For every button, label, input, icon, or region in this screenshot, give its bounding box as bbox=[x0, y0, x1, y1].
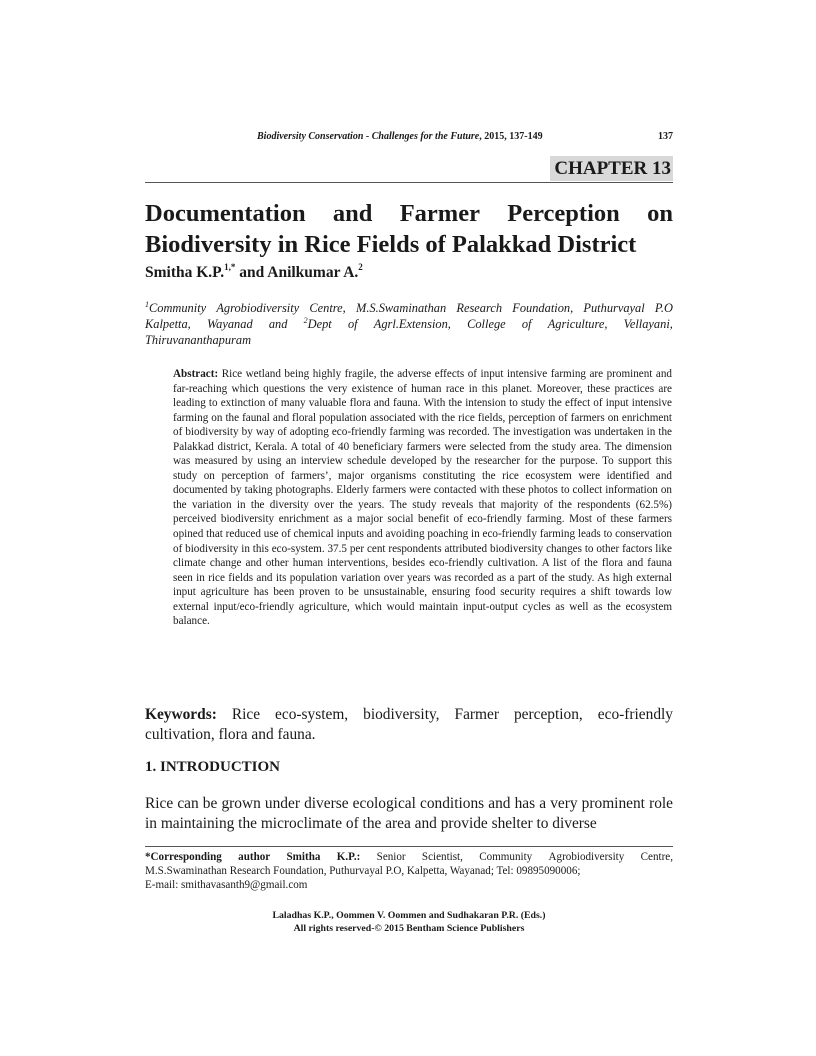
title-line-2: Biodiversity in Rice Fields of Palakkad District bbox=[145, 231, 637, 258]
title-word: on bbox=[647, 200, 673, 227]
section-heading-introduction: 1. INTRODUCTION bbox=[145, 759, 281, 775]
page-number: 137 bbox=[658, 131, 673, 142]
footnote-word: Community bbox=[479, 851, 533, 863]
journal-title: Biodiversity Conservation - Challenges for the Future bbox=[257, 131, 480, 142]
affiliation-word: Agriculture, bbox=[547, 317, 608, 331]
journal-citation bbox=[257, 131, 543, 142]
chapter-label: CHAPTER 13 bbox=[550, 156, 673, 181]
title-word: Farmer bbox=[399, 200, 480, 227]
affiliation-word: Foundation, bbox=[512, 301, 574, 315]
footnote-word: Senior bbox=[376, 851, 406, 863]
keywords-label: Keywords: bbox=[145, 706, 217, 723]
author-list bbox=[145, 264, 363, 282]
author-name: Smitha K.P. bbox=[145, 264, 225, 281]
title-word: Perception bbox=[507, 200, 620, 227]
affiliation-line-1 bbox=[145, 300, 673, 316]
footnote-line-1 bbox=[145, 850, 673, 864]
abstract bbox=[173, 367, 672, 629]
affiliation-word: Research bbox=[456, 301, 503, 315]
title-word: Documentation bbox=[145, 200, 306, 227]
paper-title bbox=[145, 198, 673, 260]
affiliation-line-2 bbox=[145, 316, 673, 332]
affiliations bbox=[145, 300, 673, 348]
page-footer bbox=[145, 909, 673, 935]
author-name: Anilkumar A. bbox=[267, 264, 359, 281]
affiliation-word: Kalpetta, bbox=[145, 317, 191, 331]
affiliation-word: Agrobiodiversity bbox=[216, 301, 300, 315]
keywords bbox=[145, 705, 673, 745]
affiliation-word: Agrl.Extension, bbox=[373, 317, 451, 331]
abstract-label: Abstract: bbox=[173, 368, 219, 380]
affiliation-marker: 2 bbox=[303, 316, 308, 325]
affiliation-word: College bbox=[467, 317, 506, 331]
footnote-word: Agrobiodiversity bbox=[548, 851, 625, 863]
footnote-line-2: M.S.Swaminathan Research Foundation, Puthurvayal P.O, Kalpetta, Wayanad; Tel: 09895090006; bbox=[145, 865, 581, 877]
affiliation-word: Centre, bbox=[309, 301, 346, 315]
author-affiliation-marker: 1,* bbox=[224, 262, 236, 272]
corresponding-author-footnote bbox=[145, 850, 673, 892]
footnote-word: Smitha bbox=[286, 851, 321, 863]
affiliation-line-3: Thiruvananthapuram bbox=[145, 333, 252, 347]
footnote-word: K.P.: bbox=[336, 851, 361, 863]
affiliation-word: of bbox=[347, 317, 358, 331]
affiliation-word: P.O bbox=[654, 301, 673, 315]
title-line-1 bbox=[145, 198, 673, 229]
affiliation-word: $^1$Community bbox=[145, 300, 207, 315]
footnote-word: *Corresponding bbox=[145, 851, 222, 863]
affiliation-word: $^2$Dept bbox=[303, 316, 332, 331]
abstract-text: Rice wetland being highly fragile, the adverse effects of input intensive farming are prominent and far-reaching which questions the very existence of human race in this planet. Moreover, these practices are leading to extinction of many valuable flora and fauna. With the intension to study the effect of input intensive farming on the faunal and floral population associated with the rice fields, perception of farmers on enrichment of biodiversity by way of adopting eco-friendly farming was recorded. The investigation was undertaken in the Palakkad district, Kerala. A total of 40 beneficiary farmers were selected from the study area. The dimension was measured by using an interview schedule developed by the researcher for the purpose. To support this study on perception of farmers’, major organisms constituting the rice ecosystem were identified and documented by taking photographs. Elderly farmers were contacted with these photos to collect information on the variation in the diversity over the years. The study reveals that majority of the respondents (62.5%) perceived biodiversity enrichment as a major social benefit of eco-friendly farming. Most of these farmers opined that reduced use of chemical inputs and avoiding poaching in eco-friendly farming leads to conservation of biodiversity in this eco-system. 37.5 per cent respondents attributed biodiversity changes to other factors like climate change and other human interventions, besides eco-friendly cultivation. A list of the flora and fauna seen in rice fields and its population variation over years was recorded as a part of the study. As high external input agriculture has been proven to be unsustainable, ensuring food security requires a shift towards low external input/eco-friendly agriculture, which would maintain input-output cycles as well as the ecosystem balance. bbox=[173, 368, 672, 628]
footnote-word: author bbox=[238, 851, 271, 863]
keywords-text: Rice eco-system, biodiversity, Farmer perception, eco-friendly cultivation, flora and fauna. bbox=[145, 706, 673, 743]
affiliation-word: and bbox=[268, 317, 288, 331]
author-affiliation-marker: 2 bbox=[358, 262, 363, 272]
title-word: and bbox=[332, 200, 373, 227]
rights-line: All rights reserved-© 2015 Bentham Science Publishers bbox=[293, 923, 525, 934]
author-connector: and bbox=[235, 264, 268, 281]
footnote-rule bbox=[145, 846, 673, 847]
footnote-word: Scientist, bbox=[421, 851, 463, 863]
affiliation-word: Vellayani, bbox=[623, 317, 673, 331]
affiliation-word: M.S.Swaminathan bbox=[356, 301, 447, 315]
editors-line: Laladhas K.P., Oommen V. Oommen and Sudhakaran P.R. (Eds.) bbox=[272, 910, 546, 921]
affiliation-marker: 1 bbox=[145, 300, 149, 309]
affiliation-word: Puthurvayal bbox=[583, 301, 645, 315]
journal-details: , 2015, 137-149 bbox=[479, 131, 543, 142]
header-rule bbox=[145, 182, 673, 183]
introduction-paragraph: Rice can be grown under diverse ecological conditions and has a very prominent role in maintaining the microclimate of the area and provide shelter to diverse bbox=[145, 795, 673, 832]
footnote-email: E-mail: smithavasanth9@gmail.com bbox=[145, 879, 308, 891]
footnote-word: Centre, bbox=[640, 851, 673, 863]
affiliation-word: Wayanad bbox=[206, 317, 253, 331]
affiliation-word: of bbox=[521, 317, 532, 331]
